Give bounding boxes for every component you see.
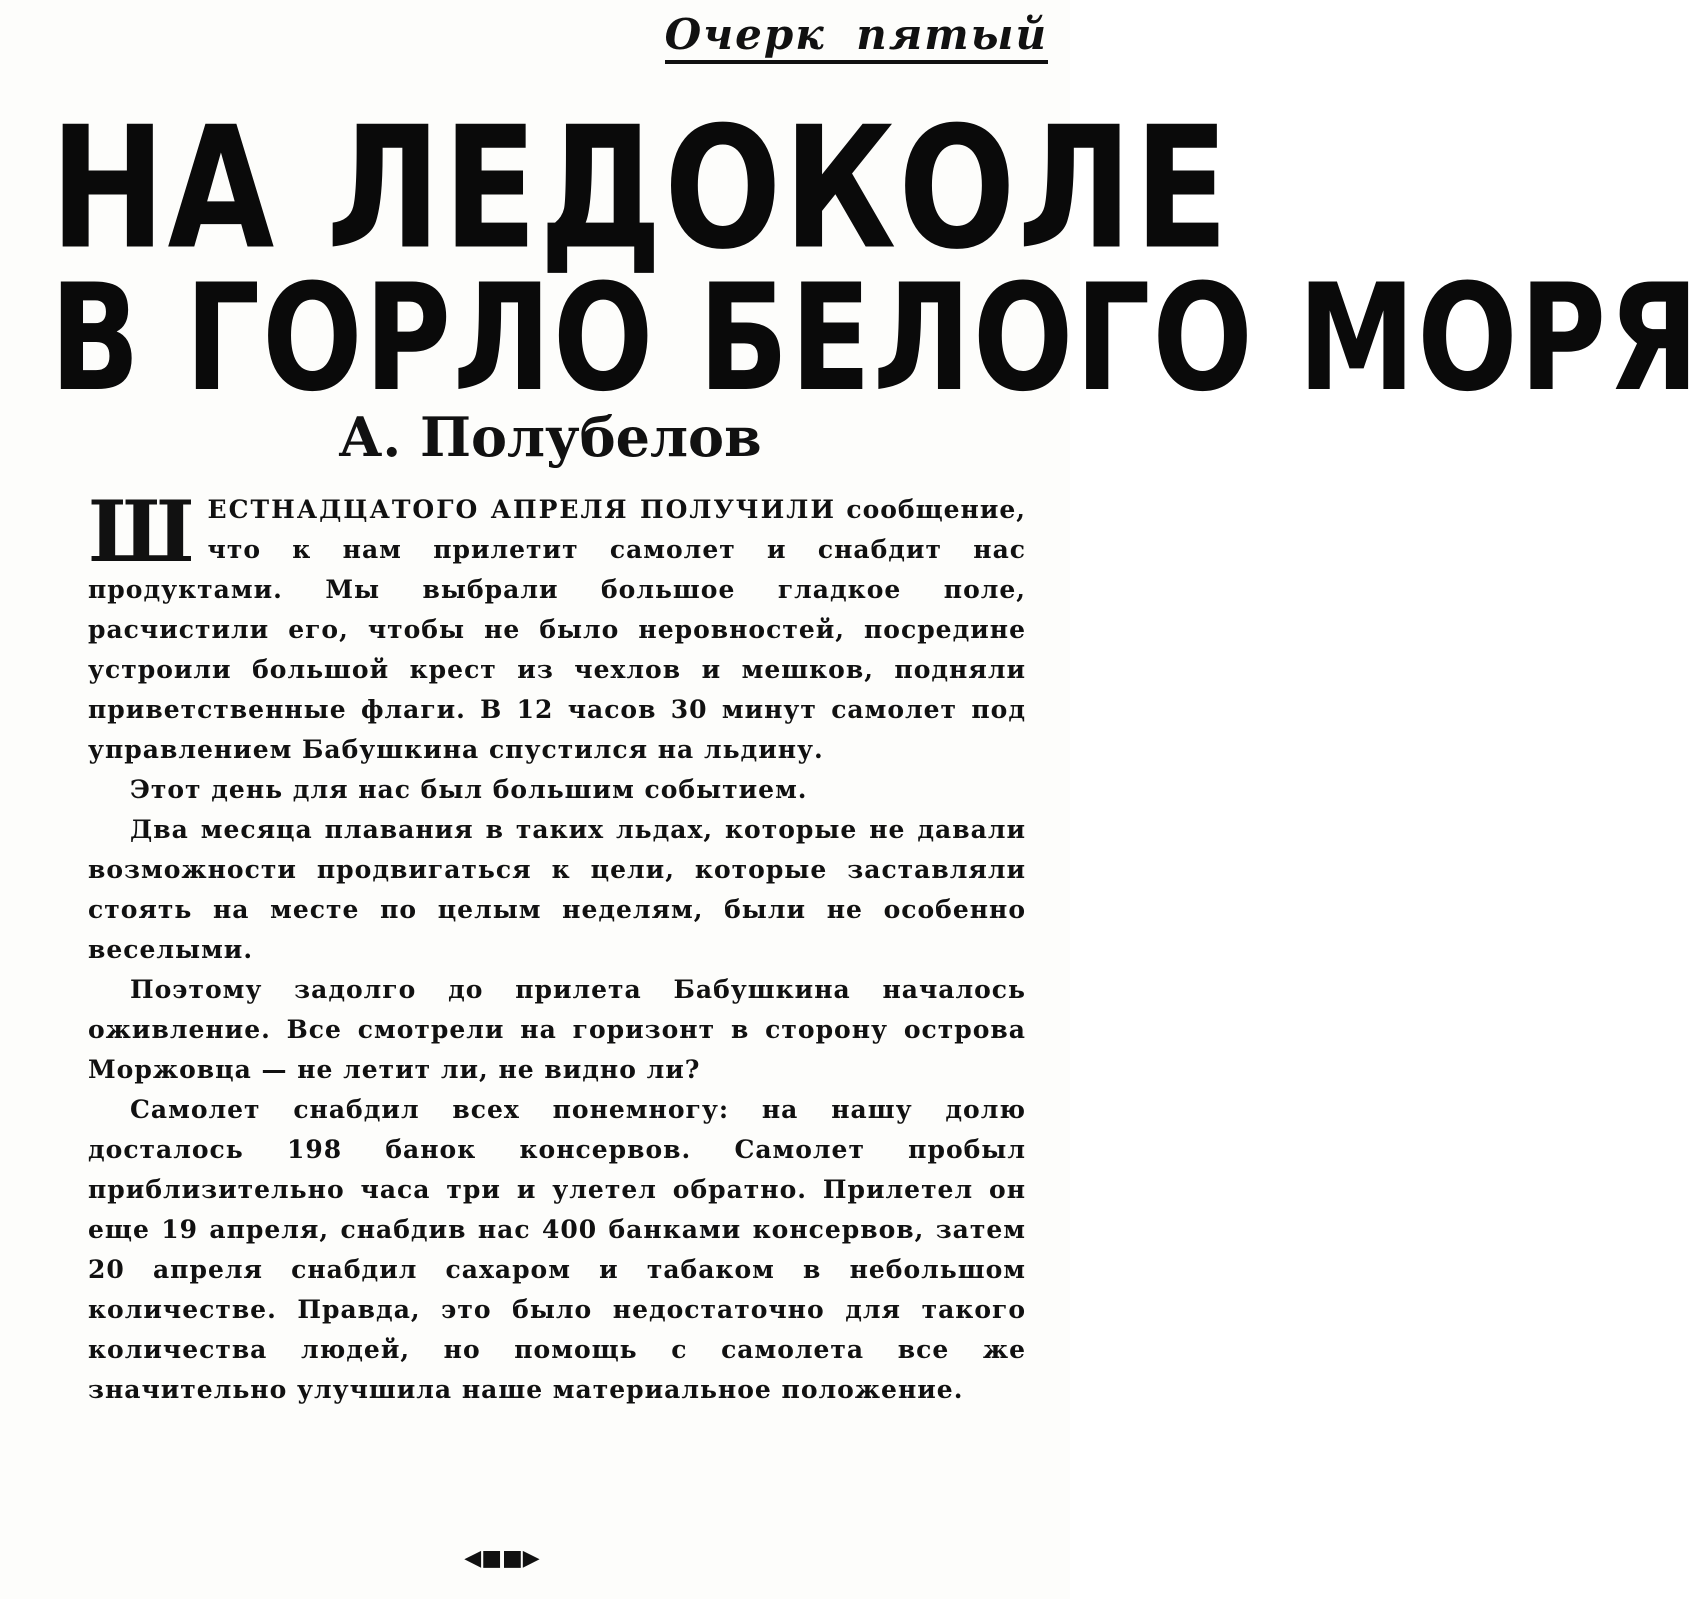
paragraph-3: Два месяца плавания в таких льдах, которые не давали возможности продвигаться к цели, которые заставляли стоять на месте по целым неделям, были не особенно веселыми. [88, 815, 1026, 964]
paragraph-2: Этот день для нас был большим событием. [130, 775, 808, 804]
headline-line-1: НА ЛЕДОКОЛЕ [50, 90, 1231, 287]
paragraph-5: Самолет снабдил всех понемногу: на нашу долю досталось 198 банок консервов. Самолет пробыл приблизительно часа три и улетел обратно. Прилетел он еще 19 апреля, снабдив нас 400 банками консервов, затем 20 апреля снабдил сахаром и табаком в небольшом количестве. Правда, это было недостаточно для такого количества людей, но помощь с самолета все же значительно улучшила наше материальное положение. [88, 1095, 1026, 1404]
paragraph-1 [88, 482, 1026, 770]
paragraph-4: Поэтому задолго до прилета Бабушкина началось оживление. Все смотрели на горизонт в сторону острова Моржовца — не летит ли, не видно ли? [88, 975, 1026, 1084]
lead-in-caps: ЕСТНАДЦАТОГО АПРЕЛЯ ПОЛУЧИЛИ [207, 495, 836, 524]
section-kicker: Очерк пятый [665, 12, 1048, 64]
page-folio-ornament: ◀■■▶ [464, 1546, 540, 1571]
author-byline: А. Полубелов [338, 405, 762, 469]
drop-cap: Ш [88, 482, 196, 581]
paragraph-1-text: сообщение, что к нам прилетит самолет и снабдит нас продуктами. Мы выбрали большое гладкое поле, расчистили его, чтобы не было неровностей, посредине устроили большой крест из чехлов и мешков, подняли приветственные флаги. В 12 часов 30 минут самолет под управлением Бабушкина спустился на льдину. [88, 495, 1026, 764]
article-body [88, 482, 1026, 1410]
headline-line-2: В ГОРЛО БЕЛОГО МОРЯ [50, 251, 1701, 424]
